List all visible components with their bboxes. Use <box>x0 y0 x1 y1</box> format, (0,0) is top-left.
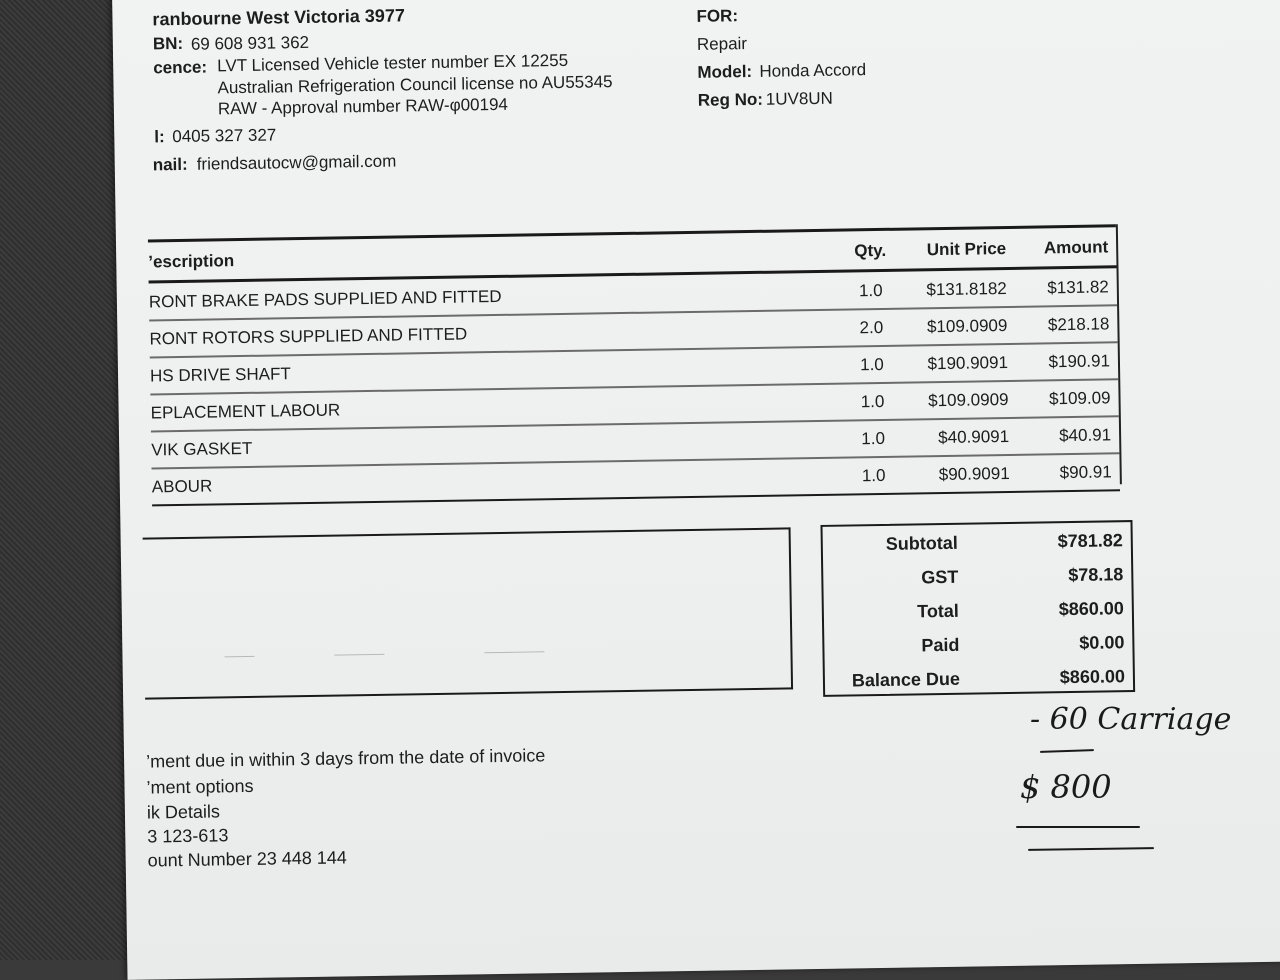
totals-box <box>820 520 1135 697</box>
row-unit-price: $90.9091 <box>938 463 1010 485</box>
total-label: Total <box>917 600 960 622</box>
balance-due-label: Balance Due <box>851 668 961 691</box>
faint-mark <box>484 651 544 653</box>
paid-value: $0.00 <box>1079 632 1125 653</box>
row-amount: $218.18 <box>1047 314 1110 335</box>
for-value: Repair <box>696 34 748 54</box>
handwritten-amount: $ 800 <box>1020 768 1112 806</box>
gst-value: $78.18 <box>1068 564 1124 586</box>
row-qty: 1.0 <box>860 354 884 375</box>
bsb-number: 3 123-613 <box>147 825 229 847</box>
licence-line-3: RAW - Approval number RAW-φ00194 <box>217 94 509 119</box>
row-unit-price: $40.9091 <box>938 426 1010 448</box>
header-qty: Qty. <box>854 240 887 261</box>
row-amount: $90.91 <box>1059 462 1112 483</box>
row-amount: $131.82 <box>1047 277 1109 298</box>
payment-terms: ’ment due in within 3 days from the date of invoice <box>145 745 546 772</box>
payment-options: ’ment options <box>146 775 254 798</box>
licence-line-2: Australian Refrigeration Council license no AU55345 <box>217 72 613 98</box>
reg-value: 1UV8UN <box>765 88 834 109</box>
row-description: HS DRIVE SHAFT <box>149 364 291 386</box>
row-description: EPLACEMENT LABOUR <box>150 400 341 423</box>
business-address: ranbourne West Victoria 3977 <box>152 5 406 30</box>
phone-label: l: <box>154 127 165 147</box>
row-amount: $109.09 <box>1048 388 1111 409</box>
reg-label: Reg No: <box>697 89 764 110</box>
subtotal-value: $781.82 <box>1057 530 1123 552</box>
email-label: nail: <box>152 154 188 175</box>
total-value: $860.00 <box>1058 598 1124 620</box>
invoice-paper <box>112 0 1280 980</box>
licence-label: cence: <box>153 57 208 78</box>
row-amount: $40.91 <box>1058 425 1112 446</box>
licence-line-1: LVT Licensed Vehicle tester number EX 12255 <box>217 50 569 76</box>
header-description: ’escription <box>148 251 235 272</box>
subtotal-label: Subtotal <box>885 532 958 554</box>
model-value: Honda Accord <box>759 60 867 81</box>
row-qty: 1.0 <box>860 391 885 412</box>
bank-details-label: ik Details <box>146 801 221 823</box>
row-unit-price: $190.9091 <box>927 352 1009 374</box>
model-label: Model: <box>697 61 753 82</box>
row-description: ABOUR <box>151 476 213 497</box>
line-items-table <box>148 224 1122 499</box>
row-amount: $190.91 <box>1048 351 1111 372</box>
row-qty: 1.0 <box>861 428 886 449</box>
handwritten-underline <box>1016 826 1140 828</box>
row-unit-price: $109.0909 <box>928 389 1009 411</box>
phone-value: 0405 327 327 <box>172 125 277 147</box>
paid-label: Paid <box>921 634 960 656</box>
email-value: friendsautocw@gmail.com <box>196 151 397 174</box>
gst-label: GST <box>921 566 959 588</box>
abn-label: BN: <box>152 33 184 54</box>
account-number: ount Number 23 448 144 <box>147 847 347 871</box>
notes-box <box>143 527 793 699</box>
row-unit-price: $109.0909 <box>926 315 1008 337</box>
row-description: VIK GASKET <box>151 438 253 460</box>
row-qty: 2.0 <box>859 317 884 338</box>
abn-value: 69 608 931 362 <box>190 32 310 54</box>
row-unit-price: $131.8182 <box>926 278 1007 300</box>
faint-mark <box>224 656 254 657</box>
row-qty: 1.0 <box>861 465 886 486</box>
faint-mark <box>334 654 384 656</box>
header-amount: Amount <box>1043 237 1109 258</box>
row-description: RONT BRAKE PADS SUPPLIED AND FITTED <box>148 286 502 312</box>
balance-due-value: $860.00 <box>1059 666 1126 688</box>
handwritten-carriage-note: - 60 Carriage <box>1030 702 1232 737</box>
for-label: FOR: <box>696 6 739 26</box>
row-description: RONT ROTORS SUPPLIED AND FITTED <box>149 324 468 349</box>
header-unit-price: Unit Price <box>926 238 1007 260</box>
row-qty: 1.0 <box>858 280 883 301</box>
